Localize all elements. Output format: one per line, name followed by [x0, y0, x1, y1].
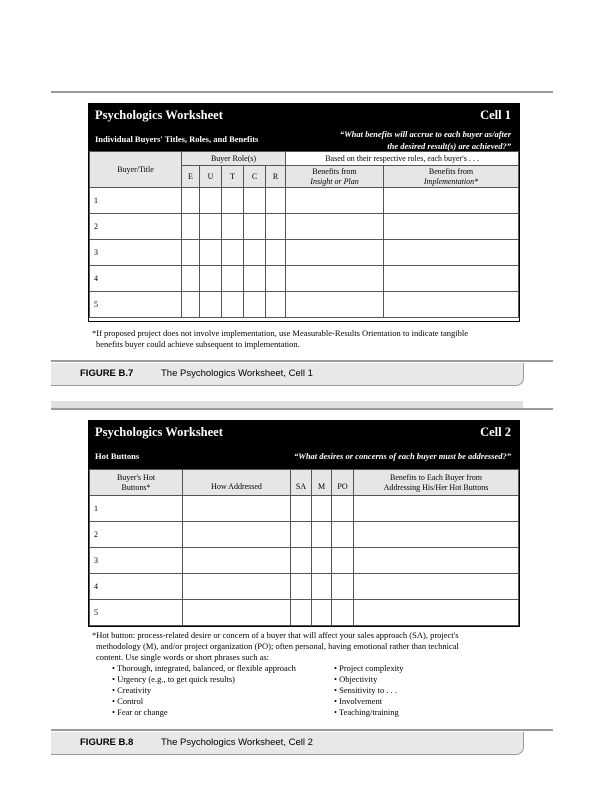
figure-label: FIGURE B.8: [80, 737, 134, 748]
row-number: 4: [90, 266, 182, 292]
row-number: 1: [90, 496, 183, 522]
bullet-list-left: [112, 663, 296, 718]
figure-caption: The Psychologics Worksheet, Cell 2: [161, 737, 313, 748]
worksheet-header: [89, 104, 519, 151]
top-rule: [51, 408, 553, 410]
row-number: 2: [90, 214, 182, 240]
worksheet-question: “What benefits will accrue to each buyer as/after the desired result(s) are achieved?”: [339, 129, 511, 151]
table-row: [90, 522, 519, 548]
row-number: 3: [90, 240, 182, 266]
worksheet-cell-2: [88, 420, 520, 627]
row-number: 1: [90, 188, 182, 214]
gray-band: [51, 401, 523, 408]
table-row: [90, 214, 519, 240]
bullet-list-right: [334, 663, 404, 718]
list-item: • Sensitivity to . . .: [334, 685, 397, 695]
list-item: • Fear or change: [112, 707, 168, 717]
worksheet-title: Psychologics Worksheet: [95, 108, 223, 122]
table-row: [90, 266, 519, 292]
role-e: E: [182, 166, 200, 188]
worksheet-question: “What desires or concerns of each buyer must be addressed?”: [294, 451, 511, 461]
caption-rule: [51, 729, 553, 731]
role-r: R: [266, 166, 286, 188]
col-buyer-roles: Buyer Role(s): [182, 152, 286, 166]
worksheet-subtitle: Hot Buttons: [95, 451, 140, 461]
role-c: C: [244, 166, 266, 188]
row-number: 5: [90, 292, 182, 318]
col-po: PO: [332, 470, 354, 496]
list-item: • Control: [112, 696, 144, 706]
col-benefits: Benefits to Each Buyer from Addressing His/Her Hot Buttons: [354, 470, 519, 496]
col-hot-buttons: Buyer's Hot Buttons*: [90, 470, 183, 496]
col-based-on: Based on their respective roles, each buyer's . . .: [286, 152, 519, 166]
figure-caption: The Psychologics Worksheet, Cell 1: [161, 368, 313, 379]
list-item: • Creativity: [112, 685, 152, 695]
list-item: • Project complexity: [334, 663, 404, 673]
caption-rule: [51, 360, 553, 362]
row-number: 5: [90, 600, 183, 626]
row-number: 4: [90, 574, 183, 600]
col-benefits-insight: Benefits from Insight or Plan: [286, 166, 384, 188]
table-row: [90, 574, 519, 600]
list-item: • Thorough, integrated, balanced, or flexible approach: [112, 663, 296, 673]
role-u: U: [200, 166, 222, 188]
role-t: T: [222, 166, 244, 188]
footnote-cell-2: *Hot button: process-related desire or concern of a buyer that will affect your sales approach (SA), project's methodology (M), and/or project organization (PO); often personal, having emotional rather than technical content. Use single words or short phrases such as:: [92, 630, 459, 662]
table-row: [90, 496, 519, 522]
list-item: • Teaching/training: [334, 707, 399, 717]
worksheet-subtitle: Individual Buyers' Titles, Roles, and Benefits: [95, 134, 259, 144]
top-rule: [51, 91, 553, 93]
table-row: [90, 600, 519, 626]
row-number: 2: [90, 522, 183, 548]
hot-buttons-table: [89, 469, 519, 626]
col-buyer-title: Buyer/Title: [90, 152, 182, 188]
row-number: 3: [90, 548, 183, 574]
col-benefits-implementation: Benefits from Implementation*: [384, 166, 519, 188]
figure-caption-b7: [51, 363, 524, 386]
list-item: • Involvement: [334, 696, 383, 706]
worksheet-cell-1: [88, 103, 520, 322]
table-row: [90, 188, 519, 214]
col-how-addressed: How Addressed: [183, 470, 291, 496]
table-row: [90, 292, 519, 318]
cell-label: Cell 1: [480, 108, 511, 122]
figure-caption-b8: [51, 732, 524, 755]
table-row: [90, 548, 519, 574]
list-item: • Urgency (e.g., to get quick results): [112, 674, 235, 684]
worksheet-header: [89, 421, 519, 469]
cell-label: Cell 2: [480, 425, 511, 439]
worksheet-title: Psychologics Worksheet: [95, 425, 223, 439]
footnote-cell-1: *If proposed project does not involve implementation, use Measurable-Results Orientation to indicate tangible benefits buyer could achieve subsequent to implementation.: [92, 328, 469, 349]
col-sa: SA: [291, 470, 312, 496]
figure-label: FIGURE B.7: [80, 368, 134, 379]
list-item: • Objectivity: [334, 674, 378, 684]
buyer-roles-table: [89, 151, 519, 318]
table-row: [90, 240, 519, 266]
col-m: M: [312, 470, 332, 496]
